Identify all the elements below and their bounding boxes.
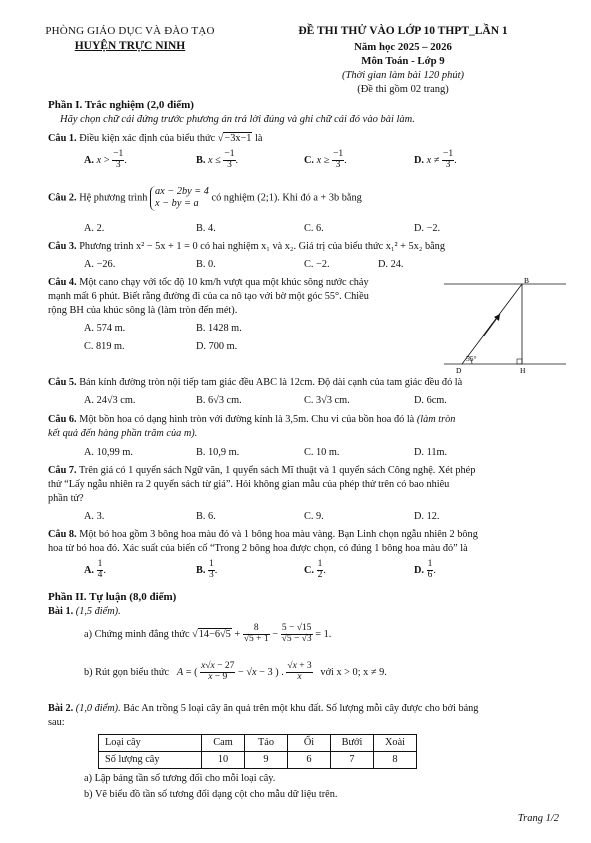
part1-instruction: Hãy chọn chữ cái đứng trước phương án trả lời đúng và ghi chữ cái đó vào bài làm.	[60, 114, 415, 125]
time-limit: (Thời gian làm bài 120 phút)	[342, 69, 464, 81]
boat-path	[462, 284, 522, 364]
table-row: Loại cây Cam Táo Ổi Bưởi Xoài	[99, 735, 417, 752]
question-1: Câu 1. Điều kiện xác định của biểu thức √−3x−1 là	[48, 133, 263, 144]
district-name: HUYỆN TRỰC NINH	[74, 39, 186, 52]
exam-title: ĐỀ THI THỬ VÀO LỚP 10 THPT_LẦN 1	[298, 25, 508, 37]
header-right	[268, 24, 538, 97]
question-5: Câu 5. Bán kính đường tròn nội tiếp tam giác đều ABC là 12cm. Độ dài cạnh của tam giác đều đó là	[48, 377, 463, 388]
question-4: Câu 4. Một cano chạy với tốc độ 10 km/h vượt qua một khúc sông nước chảy mạnh mất 6 phút. Biết rằng đường đi của ca nô tạo với bờ một góc 55°. Chiều rộng BH của khúc sông là (làm tròn đến mét).	[48, 277, 369, 316]
bai-2a: a) Lập bảng tần số tương đối cho mỗi loại cây.	[84, 773, 276, 784]
q1-radicand: −3x−1	[224, 133, 252, 144]
question-3: Câu 3. Phương trình x² − 5x + 1 = 0 có hai nghiệm x₁ và x₂. Giá trị của biểu thức x₁² + 5x₂ bằng	[48, 241, 445, 252]
bai-1a: a) Chứng minh đẳng thức √14−6√5 + $\frac{8}{√5 + 1}$ − $\frac{5 - √15}{√5 - √3}$ = 1.	[84, 623, 332, 644]
label-b: B	[524, 278, 530, 285]
question-8: Câu 8. Một bó hoa gồm 3 bông hoa màu đỏ và 1 bông hoa màu vàng. Bạn Linh chọn ngẫu nhiên 2 bông hoa từ bó hoa đó. Xác suất của biến cố “Trong 2 bông hoa được chọn, có đúng 1 bông hoa màu đỏ” là	[48, 529, 478, 554]
question-7: Câu 7. Trên giá có 1 quyển sách Ngữ văn, 1 quyển sách Mĩ thuật và 1 quyển sách Công nghệ. Xét phép thử “Lấy ngẫu nhiên ra 2 quyển sách từ giá”. Hỏi không gian mẫu của phép thử trên có bao nhiêu phần tử?	[48, 465, 476, 504]
page-number: Trang 1/2	[517, 813, 559, 824]
subject: Môn Toán - Lớp 9	[361, 55, 445, 68]
bai-1b: b) Rút gọn biểu thức A = ( $\frac{x√x - 27}{x - 9}$ − √x − 3 ) . $\frac{√x + 3}{x}$ với x > 0; x ≠ 9.	[84, 661, 387, 682]
page-count: (Đề thi gồm 02 trang)	[357, 83, 449, 95]
question-6: Câu 6. Một bồn hoa có dạng hình tròn với đường kính là 3,5m. Chu vi của bồn hoa đó là (làm tròn kết quả đến hàng phần trăm của m).	[48, 414, 456, 439]
question-2: Câu 2. Hệ phương trình ax − 2by = 4 x − by = a có nghiệm (2;1). Khi đó a + 3b bằng	[48, 186, 362, 210]
header-left	[40, 24, 220, 54]
school-year: Năm học 2025 – 2026	[354, 40, 452, 53]
label-d: D	[456, 366, 462, 374]
right-angle-mark	[517, 359, 522, 364]
table-row: Số lượng cây 10 9 6 7 8	[99, 752, 417, 769]
label-angle: 55°	[466, 354, 477, 363]
bai-2b: b) Vẽ biểu đồ tần số tương đối dạng cột cho mẫu dữ liệu trên.	[84, 789, 338, 800]
q2-system: ax − 2by = 4 x − by = a	[150, 186, 209, 211]
river-figure	[444, 278, 566, 374]
part1-title: Phần I. Trắc nghiệm (2,0 điểm)	[48, 99, 194, 111]
bai-1: Bài 1. (1,5 điểm).	[48, 606, 121, 617]
label-h: H	[520, 366, 526, 374]
exam-page: PHÒNG GIÁO DỤC VÀ ĐÀO TẠO HUYỆN TRỰC NINH ĐỀ THI THỬ VÀO LỚP 10 THPT_LẦN 1 Năm học 2025 – 2026 Môn Toán - Lớp 9 (Thời gian làm bài 120 phút) (Đề thi gồm 02 trang) Phần I. Trắc nghiệm (2,0 điểm) Hãy chọn chữ cái đứng trước phương án trả lời đúng và ghi chữ cái đó vào bài làm. Câu 1. Điều kiện xác định của biểu thức √−3x−1 là A. x > $\frac{-1}{3}$ . B. x ≤ $\frac{-1}{3}$ . C. x ≥ $\frac{-1}{3}$ . D. x ≠ $\frac{-1}{3}$ . Câu 2. Hệ phương trình ax − 2by = 4 x − by = a có nghiệm (2;1). Khi đó a + 3b bằng A. 2. B. 4. C. 6. D. −2. Câu 3. Phương trình x² − 5x + 1 = 0 có hai nghiệm x₁ và x₂. Giá trị của biểu thức x₁² + 5x₂ bằng A. −26. B. 0. C. −2. D. 24. Câu 4. Một cano chạy với tốc độ 10 km/h vượt qua một khúc sông nước chảy mạnh mất 6 phút. Biết rằng đường đi của ca nô tạo với bờ một góc 55°. Chiều rộng BH của khúc sông là (làm tròn đến mét). A. 574 m. B. 1428 m. C. 819 m. D. 700 m. B D H 55° Câu 5. Bán kính đường tròn nội tiếp tam giác đều ABC là 12cm. Độ dài cạnh của tam giác đều đó là A. 24√3 cm. B. 6√3 cm. C. 3√3 cm. D. 6cm. Câu 6. Một bồn hoa có dạng hình tròn với đường kính là 3,5m. Chu vi của bồn hoa đó là (làm tròn kết quả đến hàng phần trăm của m). A. 10,99 m. B. 10,9 m. C. 10 m. D. 11m. Câu 7. Trên giá có 1 quyển sách Ngữ văn, 1 quyển sách Mĩ thuật và 1 quyển sách Công nghệ. Xét phép thử “Lấy ngẫu nhiên ra 2 quyển sách từ giá”. Hỏi không gian mẫu của phép thử trên có bao nhiêu phần tử? A. 3. B. 6. C. 9. D. 12. Câu 8. Một bó hoa gồm 3 bông hoa màu đỏ và 1 bông hoa màu vàng. Bạn Linh chọn ngẫu nhiên 2 bông hoa từ bó hoa đó. Xác suất của biến cố “Trong 2 bông hoa được chọn, có đúng 1 bông hoa màu đỏ” là A. $\frac{1}{4}$ . B. $\frac{1}{3}$ . C. $\frac{1}{2}$ . D. $\frac{1}{6}$ . Phần II. Tự luận (8,0 điểm) Bài 1. (1,5 điểm). a) Chứng minh đẳng thức √14−6√5 + $\frac{8}{√5 + 1}$ − $\frac{5 - √15}{√5 - √3}$ = 1. b) Rút gọn biểu thức A = ( $\frac{x√x - 27}{x - 9}$ − √x − 3 ) . $\frac{√x + 3}{x}$ với x > 0; x ≠ 9. Bài 2. (1,0 điểm). Bác An trồng 5 loại cây ăn quả trên một khu đất. Số lượng mỗi cây được cho bởi bảng sau: Loại cây Cam Táo Ổi Bưởi Xoài Số lượng cây 10 9 6 7 8 a) Lập bảng tần số tương đối cho mỗi loại cây. b) Vẽ biểu đồ tần số tương đối dạng cột cho mẫu dữ liệu trên. Trang 1/2	[0, 0, 591, 843]
bai-2: Bài 2. (1,0 điểm). Bác An trồng 5 loại cây ăn quả trên một khu đất. Số lượng mỗi cây được cho bởi bảng sau:	[48, 703, 479, 728]
dept-name: PHÒNG GIÁO DỤC VÀ ĐÀO TẠO	[45, 25, 215, 37]
part2-title: Phần II. Tự luận (8,0 điểm)	[48, 591, 177, 603]
tree-count-table	[98, 734, 417, 769]
